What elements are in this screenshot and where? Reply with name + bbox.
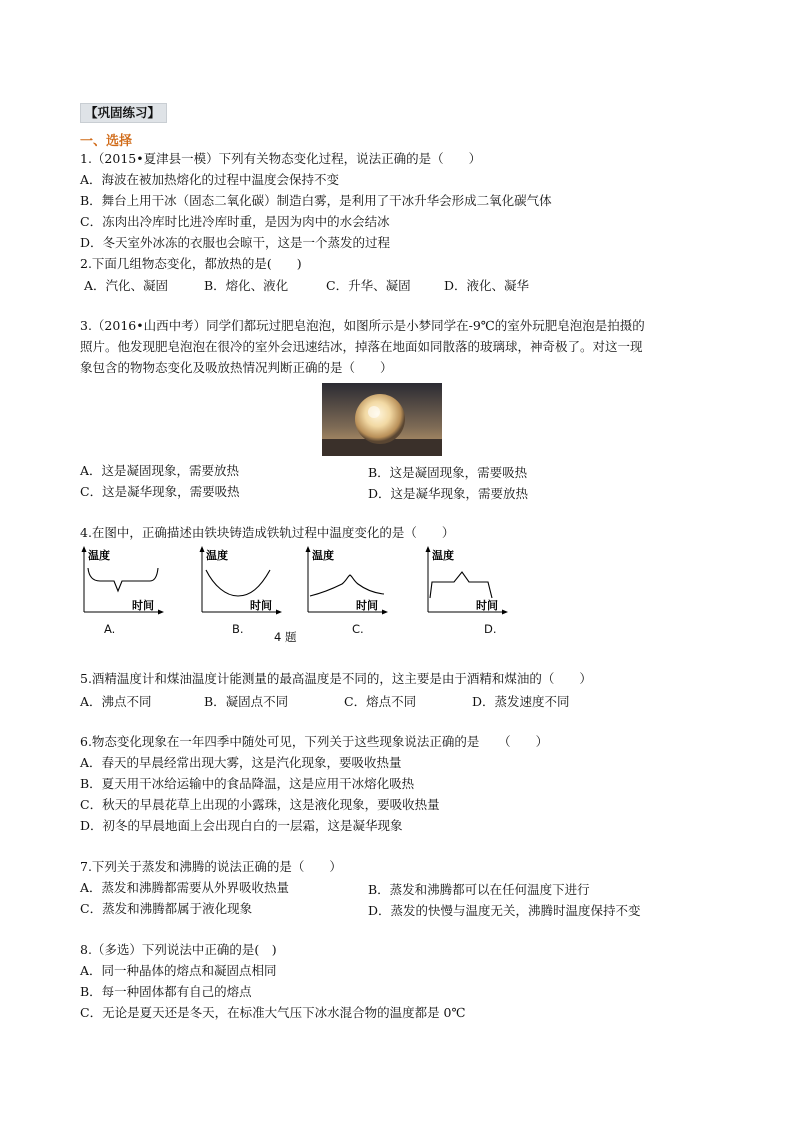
graph-a-y-label: 温度 bbox=[88, 549, 110, 562]
graph-b bbox=[198, 546, 282, 618]
q4-stem: 4.在图中，正确描述由铁块铸造成铁轨过程中温度变化的是（ ） bbox=[80, 525, 455, 540]
q7-option-a: A．蒸发和沸腾都需要从外界吸收热量 bbox=[80, 880, 290, 895]
q3-stem-line-2: 照片。他发现肥皂泡泡在很冷的室外会迅速结冰，掉落在地面如同散落的玻璃球，神奇极了。对这一现 bbox=[80, 339, 643, 354]
frozen-soap-bubble-photo bbox=[322, 383, 442, 456]
graph-c-y-label: 温度 bbox=[312, 549, 334, 562]
graph-d bbox=[424, 546, 508, 618]
q2-stem: 2.下面几组物态变化，都放热的是( ) bbox=[80, 256, 302, 271]
q7-option-d: D．蒸发的快慢与温度无关，沸腾时温度保持不变 bbox=[368, 903, 641, 918]
section-tag: 【巩固练习】 bbox=[80, 103, 167, 123]
q5-option-c: C．熔点不同 bbox=[344, 694, 417, 709]
section-heading: 一、选择 bbox=[80, 134, 133, 149]
graph-d-label: D. bbox=[484, 622, 497, 636]
q6-option-c: C．秋天的早晨花草上出现的小露珠，这是液化现象，要吸收热量 bbox=[80, 797, 440, 812]
q2-option-b: B．熔化、液化 bbox=[204, 278, 289, 293]
graph-c-label: C. bbox=[352, 622, 364, 636]
graph-d-y-label: 温度 bbox=[432, 549, 454, 562]
q1-option-a: A．海波在被加热熔化的过程中温度会保持不变 bbox=[80, 172, 340, 187]
q8-option-a: A．同一种晶体的熔点和凝固点相同 bbox=[80, 963, 277, 978]
graph-b-label: B. bbox=[232, 622, 244, 636]
q5-option-a: A．沸点不同 bbox=[80, 694, 152, 709]
q2-option-d: D．液化、凝华 bbox=[444, 278, 530, 293]
q3-option-c: C．这是凝华现象，需要吸热 bbox=[80, 484, 240, 499]
q8-stem: 8.（多选）下列说法中正确的是( ) bbox=[80, 942, 277, 957]
q8-option-c: C．无论是夏天还是冬天，在标准大气压下冰水混合物的温度都是 0℃ bbox=[80, 1005, 466, 1020]
q1-option-c: C．冻肉出冷库时比进冷库时重，是因为肉中的水会结冰 bbox=[80, 214, 390, 229]
q3-stem-line-1: 3.（2016•山西中考）同学们都玩过肥皂泡泡，如图所示是小梦同学在-9℃的室外玩肥皂泡泡是拍摄的 bbox=[80, 318, 645, 333]
q7-option-c: C．蒸发和沸腾都属于液化现象 bbox=[80, 901, 253, 916]
graph-b-y-label: 温度 bbox=[206, 549, 228, 562]
figure-caption: 4 题 bbox=[274, 630, 297, 644]
graph-c-x-label: 时间 bbox=[356, 599, 378, 612]
q3-stem-line-3: 象包含的物物态变化及吸放热情况判断正确的是（ ） bbox=[80, 360, 393, 375]
q6-option-b: B．夏天用干冰给运输中的食品降温，这是应用干冰熔化吸热 bbox=[80, 776, 415, 791]
q6-option-d: D．初冬的早晨地面上会出现白白的一层霜，这是凝华现象 bbox=[80, 818, 403, 833]
q7-option-b: B．蒸发和沸腾都可以在任何温度下进行 bbox=[368, 882, 590, 897]
graph-c bbox=[304, 546, 388, 618]
q3-option-d: D．这是凝华现象，需要放热 bbox=[368, 486, 529, 501]
graph-a-x-label: 时间 bbox=[132, 599, 154, 612]
graph-b-x-label: 时间 bbox=[250, 599, 272, 612]
q2-option-a: A．汽化、凝固 bbox=[84, 278, 169, 293]
q8-option-b: B．每一种固体都有自己的熔点 bbox=[80, 984, 252, 999]
q6-stem: 6.物态变化现象在一年四季中随处可见，下列关于这些现象说法正确的是 （ ） bbox=[80, 734, 549, 749]
q1-option-d: D．冬天室外冰冻的衣服也会晾干，这是一个蒸发的过程 bbox=[80, 235, 391, 250]
graph-d-x-label: 时间 bbox=[476, 599, 498, 612]
q3-option-a: A．这是凝固现象，需要放热 bbox=[80, 463, 240, 478]
q3-option-b: B．这是凝固现象，需要吸热 bbox=[368, 465, 528, 480]
graph-a bbox=[80, 546, 164, 618]
q5-stem: 5.酒精温度计和煤油温度计能测量的最高温度是不同的，这主要是由于酒精和煤油的（ ） bbox=[80, 671, 592, 686]
q5-option-d: D．蒸发速度不同 bbox=[472, 694, 570, 709]
q2-option-c: C．升华、凝固 bbox=[326, 278, 411, 293]
q6-option-a: A．春天的早晨经常出现大雾，这是汽化现象，要吸收热量 bbox=[80, 755, 402, 770]
q7-stem: 7.下列关于蒸发和沸腾的说法正确的是（ ） bbox=[80, 859, 342, 874]
q1-option-b: B．舞台上用干冰（固态二氧化碳）制造白雾，是利用了干冰升华会形成二氧化碳气体 bbox=[80, 193, 552, 208]
q5-option-b: B．凝固点不同 bbox=[204, 694, 289, 709]
q1-stem: 1.（2015•夏津县一模）下列有关物态变化过程，说法正确的是（ ） bbox=[80, 151, 482, 166]
graph-a-label: A. bbox=[104, 622, 116, 636]
